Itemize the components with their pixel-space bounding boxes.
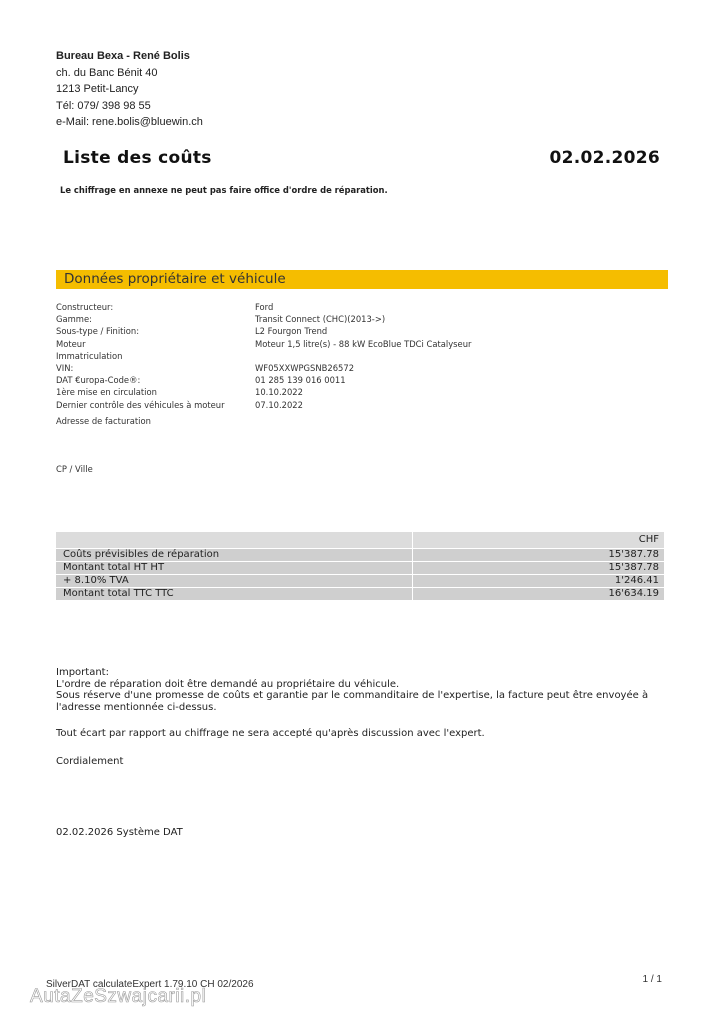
cost-table-header <box>56 532 664 548</box>
vehicle-row-label: Constructeur: <box>56 302 114 312</box>
document-date: 02.02.2026 <box>549 148 660 168</box>
vehicle-row-value: 01 285 139 016 0011 <box>255 375 346 386</box>
table-row <box>56 549 664 561</box>
cost-label: Montant total HT HT <box>56 562 412 574</box>
vehicle-section-header <box>56 270 668 289</box>
software-footer: SilverDAT calculateExpert 1.79.10 CH 02/2026 <box>46 979 254 990</box>
watermark-text: AutaZeSzwajcarii.pl <box>30 986 207 1007</box>
vehicle-row-label: Gamme: <box>56 314 92 325</box>
cost-value: 15'387.78 <box>413 562 664 574</box>
table-row <box>56 575 664 587</box>
important-line: l'adresse mentionnée ci-dessus. <box>56 701 217 713</box>
cost-value: 15'387.78 <box>413 549 664 561</box>
company-name: Bureau Bexa - René Bolis <box>56 50 190 62</box>
signature-line: 02.02.2026 Système DAT <box>56 827 183 838</box>
important-line: L'ordre de réparation doit être demandé au propriétaire du véhicule. <box>56 678 400 690</box>
vehicle-row-value: Ford <box>255 302 274 312</box>
sender-address <box>56 48 203 131</box>
cost-label: + 8.10% TVA <box>56 575 412 587</box>
cost-header-label-cell <box>56 532 412 548</box>
billing-address-label: Adresse de facturation <box>56 416 151 426</box>
city-address: 1213 Petit-Lancy <box>56 83 139 95</box>
vehicle-row-label: Dernier contrôle des véhicules à moteur <box>56 399 225 410</box>
postcode-city-label: CP / Ville <box>56 464 93 474</box>
vehicle-row-value: 10.10.2022 <box>255 387 303 398</box>
cost-value: 16'634.19 <box>413 588 664 600</box>
cost-value: 1'246.41 <box>413 575 664 587</box>
page-number: 1 / 1 <box>642 974 662 985</box>
closing-greeting: Cordialement <box>56 756 124 767</box>
vehicle-row-value: Transit Connect (CHC)(2013->) <box>255 314 386 325</box>
vehicle-row-label: DAT €uropa-Code®: <box>56 375 141 386</box>
important-label: Important: <box>56 667 109 678</box>
vehicle-row-label: Immatriculation <box>56 350 123 361</box>
table-row <box>56 562 664 574</box>
phone-number: Tél: 079/ 398 98 55 <box>56 99 151 112</box>
vehicle-row-label: Moteur <box>56 338 86 349</box>
cost-label: Montant total TTC TTC <box>56 588 412 600</box>
vehicle-section-title: Données propriétaire et véhicule <box>64 271 286 287</box>
vehicle-row-label: 1ère mise en circulation <box>56 387 157 398</box>
vehicle-row-value: WF05XXWPGSNB26572 <box>255 362 355 373</box>
disclaimer-text: Le chiffrage en annexe ne peut pas faire office d'ordre de réparation. <box>60 185 388 195</box>
cost-summary-table <box>56 532 664 601</box>
currency-header: CHF <box>413 532 664 548</box>
cost-label: Coûts prévisibles de réparation <box>56 549 412 561</box>
vehicle-row-label: Sous-type / Finition: <box>56 326 140 337</box>
street-address: ch. du Banc Bénit 40 <box>56 66 158 79</box>
important-notes <box>56 667 648 713</box>
important-line: Sous réserve d'une promesse de coûts et garantie par le commanditaire de l'expertise, la facture peut être envoyée à <box>56 690 649 702</box>
vehicle-row-value: L2 Fourgon Trend <box>255 326 328 337</box>
table-row <box>56 588 664 600</box>
vehicle-row-label: VIN: <box>56 362 74 373</box>
email-address: e-Mail: rene.bolis@bluewin.ch <box>56 116 203 128</box>
document-title: Liste des coûts <box>63 148 212 168</box>
vehicle-row-value: 07.10.2022 <box>255 399 303 410</box>
deviation-notice: Tout écart par rapport au chiffrage ne sera accepté qu'après discussion avec l'expert. <box>56 728 485 739</box>
vehicle-row-value: Moteur 1,5 litre(s) - 88 kW EcoBlue TDCi Catalyseur <box>255 338 472 349</box>
